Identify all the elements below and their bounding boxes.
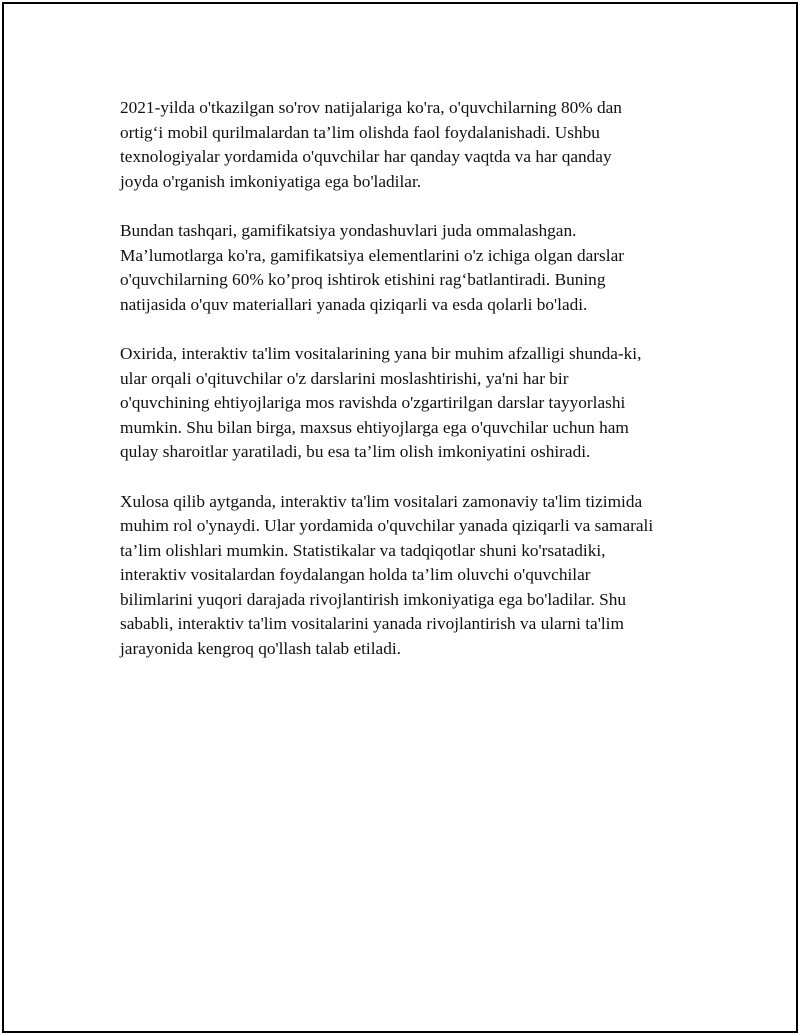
text-line: ta’lim olishlari mumkin. Statistikalar va tadqiqotlar shuni ko'rsatadiki, (120, 540, 606, 560)
text-line: qulay sharoitlar yaratiladi, bu esa ta’lim olish imkoniyatini oshiradi. (120, 442, 591, 462)
page-frame (2, 2, 798, 1033)
paragraph-gamification (120, 219, 702, 317)
text-line: Xulosa qilib aytganda, interaktiv ta'lim vositalari zamonaviy ta'lim tizimida (120, 491, 643, 511)
document-body (120, 96, 702, 686)
text-line: interaktiv vositalardan foydalangan holda ta’lim oluvchi o'quvchilar (120, 565, 591, 585)
text-line: 2021-yilda o'tkazilgan so'rov natijalariga ko'ra, o'quvchilarning 80% dan (120, 98, 622, 117)
text-line: jarayonida kengroq qo'llash talab etiladi. (120, 639, 401, 659)
paragraph-personalization (120, 342, 702, 465)
text-line: sababli, interaktiv ta'lim vositalarini yanada rivojlantirish va ularni ta'lim (120, 614, 624, 634)
text-line: ortig‘i mobil qurilmalardan ta’lim olishda faol foydalanishadi. Ushbu (120, 122, 600, 142)
text-line: Ma’lumotlarga ko'ra, gamifikatsiya elementlarini o'z ichiga olgan darslar (120, 245, 625, 265)
text-line: muhim rol o'ynaydi. Ular yordamida o'quvchilar yanada qiziqarli va samarali (120, 516, 654, 536)
paragraph-conclusion (120, 490, 702, 662)
text-line: mumkin. Shu bilan birga, maxsus ehtiyojlarga ega o'quvchilar uchun ham (120, 417, 629, 437)
text-line: o'quvchining ehtiyojlariga mos ravishda o'zgartirilgan darslar tayyorlashi (120, 393, 626, 413)
text-line: natijasida o'quv materiallari yanada qiziqarli va esda qolarli bo'ladi. (120, 294, 588, 314)
text-line: texnologiyalar yordamida o'quvchilar har qanday vaqtda va har qanday (120, 147, 612, 167)
text-line: o'quvchilarning 60% ko’proq ishtirok etishini rag‘batlantiradi. Buning (120, 270, 606, 290)
text-line: ular orqali o'qituvchilar o'z darslarini moslashtirishi, ya'ni har bir (120, 368, 569, 388)
text-line: Oxirida, interaktiv ta'lim vositalarining yana bir muhim afzalligi shunda-ki, (120, 343, 642, 363)
text-line: Bundan tashqari, gamifikatsiya yondashuvlari juda ommalashgan. (120, 220, 577, 240)
text-line: joyda o'rganish imkoniyatiga ega bo'ladilar. (120, 171, 422, 191)
paragraph-mobile-learning (120, 96, 702, 194)
text-line: bilimlarini yuqori darajada rivojlantirish imkoniyatiga ega bo'ladilar. Shu (120, 589, 627, 609)
